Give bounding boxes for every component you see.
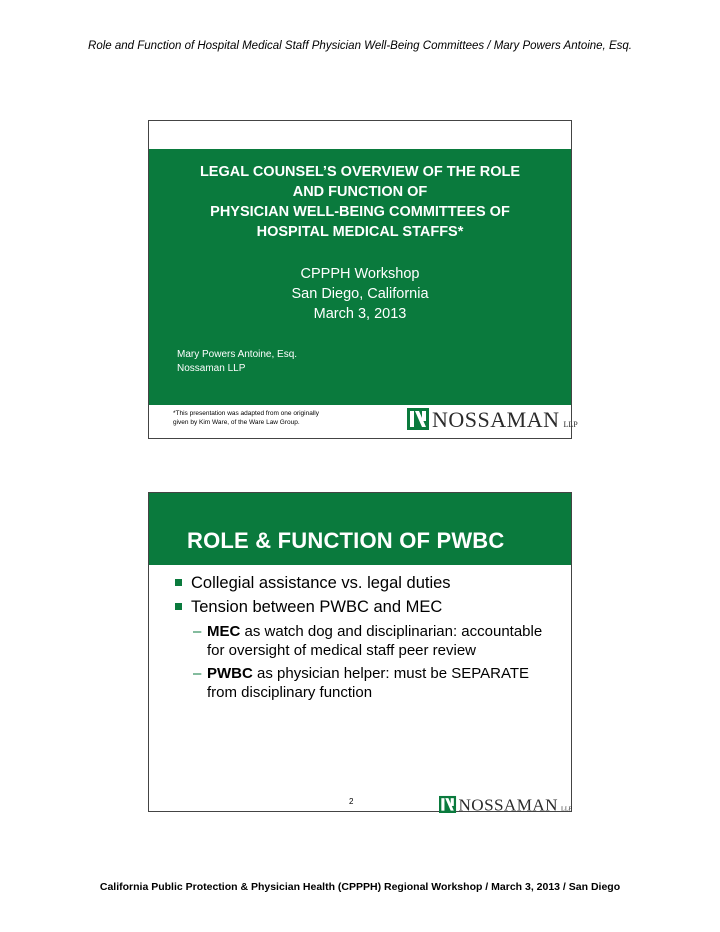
event-info [149,264,571,324]
note-line: given by Kim Ware, of the Ware Law Group. [173,419,300,426]
slide-2-title: ROLE & FUNCTION OF PWBC [187,528,505,553]
logo-name: NOSSAMAN [458,795,558,815]
bullet-text: Collegial assistance vs. legal duties [191,574,451,592]
adaptation-note [173,409,363,427]
event-line: March 3, 2013 [313,306,407,322]
logo-name: NOSSAMAN [432,407,560,432]
logo-suffix: LLP [563,420,578,429]
bullet-square-icon [175,603,182,610]
nossaman-logo [439,796,572,813]
bullet-list [173,573,553,702]
slide-1 [148,120,578,439]
title-line: PHYSICIAN WELL-BEING COMMITTEES OF [210,204,510,220]
page-header: Role and Function of Hospital Medical Staff Physician Well-Being Committees / Mary Powers Antoine, Esq. [88,40,632,52]
author-line: Mary Powers Antoine, Esq. [177,349,298,360]
title-banner [149,493,571,565]
sub-item-term: MEC [207,623,241,640]
slide-page-number: 2 [349,797,354,806]
title-line: LEGAL COUNSEL’S OVERVIEW OF THE ROLE [199,164,521,180]
event-line: San Diego, California [291,286,429,302]
sub-item [173,664,553,702]
sub-item-text: as watch dog and disciplinarian: accountable for oversight of medical staff peer review [207,623,543,659]
nossaman-logo-mark-icon [439,796,456,813]
title-line: HOSPITAL MEDICAL STAFFS* [256,224,464,240]
sub-item [173,622,553,660]
nossaman-logo [407,408,578,430]
list-item [173,597,553,618]
dash-icon: – [193,623,202,640]
bullet-text: Tension between PWBC and MEC [191,598,443,616]
note-line: *This presentation was adapted from one originally [173,410,319,417]
list-item [173,573,553,594]
event-line: CPPPH Workshop [300,266,420,282]
author-info [177,348,297,376]
sub-item-term: PWBC [207,665,253,682]
logo-suffix: LLP [561,805,573,813]
bullet-square-icon [175,579,182,586]
title-line: AND FUNCTION OF [292,184,428,200]
author-line: Nossaman LLP [177,363,246,374]
page-footer: California Public Protection & Physician Health (CPPPH) Regional Workshop / March 3, 2013 / San Diego [99,881,621,893]
slide-1-title [149,162,571,242]
sub-item-text: as physician helper: must be SEPARATE from disciplinary function [207,665,530,701]
nossaman-logo-mark-icon [407,408,429,430]
dash-icon: – [193,665,202,682]
slide-2 [148,492,573,815]
title-banner [149,149,571,405]
